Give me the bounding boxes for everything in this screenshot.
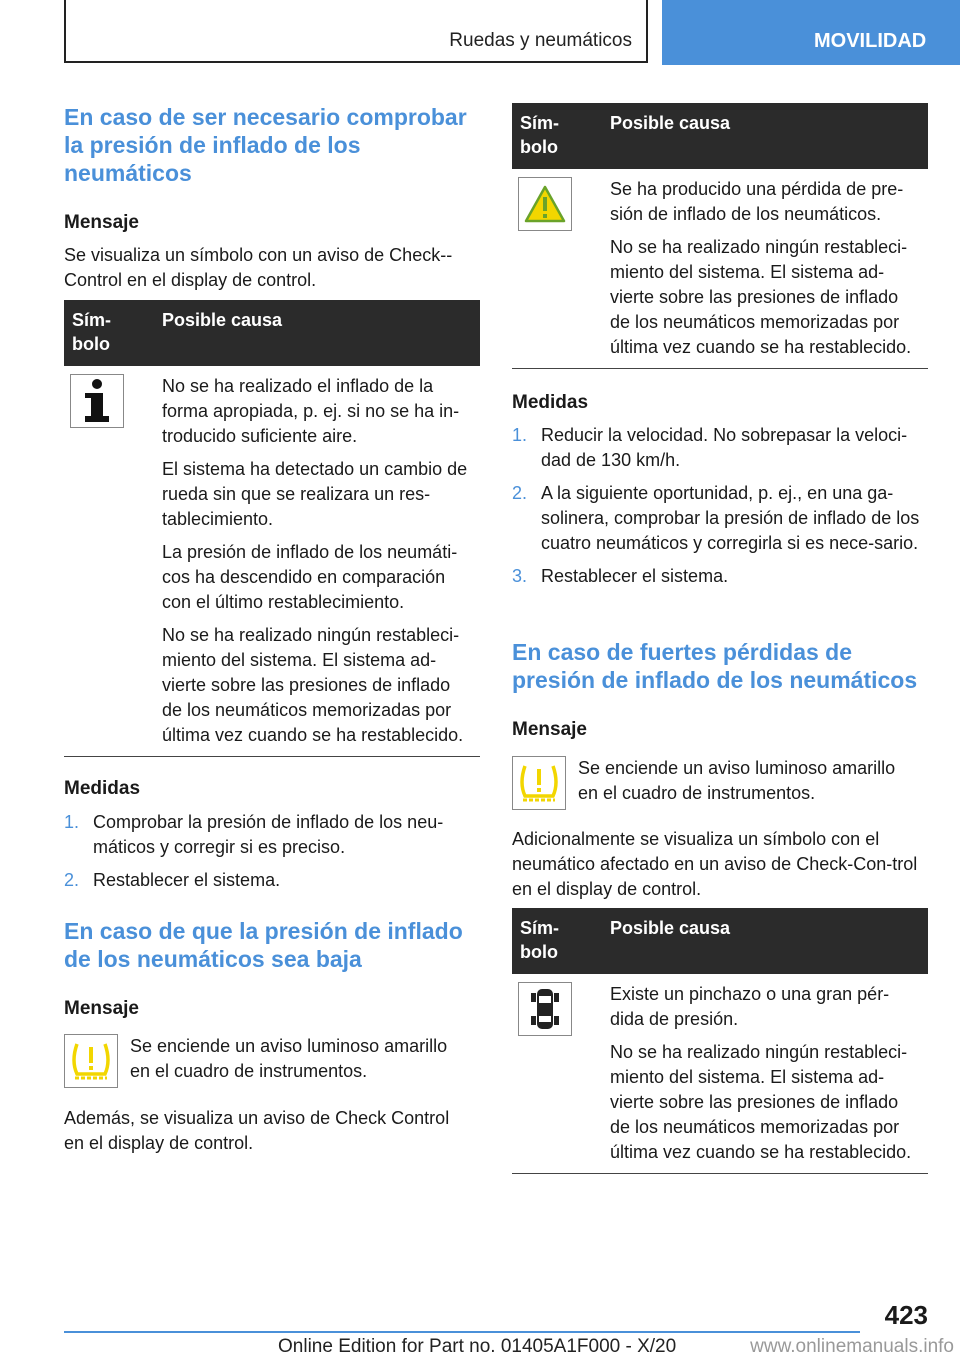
extra-text: Adicionalmente se visualiza un símbolo con el neumático afectado en un aviso de Check-Con-trol en el display de control. (512, 829, 918, 899)
table-row (512, 974, 928, 1174)
extra-text: Además, se visualiza un aviso de Check Control en el display de control. (64, 1108, 450, 1153)
symbol-table (512, 103, 928, 369)
cause-text: El sistema ha detectado un cambio de rueda sin que se realizara un res-tablecimiento. (162, 459, 468, 529)
table-header-symbol: Sím-bolo (512, 103, 602, 169)
header-section-title: Ruedas y neumáticos (449, 30, 632, 51)
cause-text: Existe un pinchazo o una gran pér-dida de presión. (610, 984, 890, 1029)
measures-label: Medidas (512, 392, 589, 413)
header-chapter-tab: MOVILIDAD (662, 0, 960, 65)
header-section-box (64, 0, 648, 63)
table-header-cause: Posible causa (154, 300, 480, 366)
cause-text: No se ha realizado el inflado de la forma apropiada, p. ej. si no se ha in-troducido suficiente aire. (162, 376, 460, 446)
measures-list (512, 423, 926, 597)
edition-note: Online Edition for Part no. 01405A1F000 - X/20 (278, 1336, 677, 1357)
info-icon (70, 374, 124, 428)
cause-text: No se ha realizado ningún restableci-miento del sistema. El sistema ad-vierte sobre las presiones de inflado de los neumáticos memorizadas por última vez cuando se ha restablecido. (162, 625, 464, 745)
list-item: 2. Restablecer el sistema. (64, 870, 281, 890)
tire-pressure-warning-icon (64, 1034, 118, 1088)
table-header-symbol: Sím-bolo (512, 908, 602, 974)
message-label: Mensaje (512, 719, 587, 740)
list-item: 1. Comprobar la presión de inflado de los neu-máticos y corregir si es preciso. (64, 812, 444, 857)
footer-divider (64, 1331, 860, 1333)
symbol-table (512, 908, 928, 1174)
message-text: Se visualiza un símbolo con un aviso de Check--Control en el display de control. (64, 245, 453, 290)
message-text: Se enciende un aviso luminoso amarillo en el cuadro de instrumentos. (130, 1036, 448, 1081)
warning-triangle-icon (518, 177, 572, 231)
measures-list (64, 810, 474, 901)
table-header-cause: Posible causa (602, 103, 928, 169)
table-header-cause: Posible causa (602, 908, 928, 974)
message-row (64, 1034, 480, 1088)
car-flat-tire-icon (518, 982, 572, 1036)
measures-label: Medidas (64, 778, 141, 799)
table-header-symbol: Sím-bolo (64, 300, 154, 366)
cause-text: No se ha realizado ningún restableci-miento del sistema. El sistema ad-vierte sobre las presiones de inflado de los neumáticos memorizadas por última vez cuando se ha restablecido. (610, 237, 912, 357)
section-heading-check-pressure: En caso de ser necesario comprobar la presión de inflado de los neumáticos (64, 104, 467, 186)
list-item: 3. Restablecer el sistema. (512, 566, 729, 586)
message-label: Mensaje (64, 212, 139, 233)
message-text: Se enciende un aviso luminoso amarillo en el cuadro de instrumentos. (578, 758, 896, 803)
section-heading-low-pressure: En caso de que la presión de inflado de los neumáticos sea baja (64, 918, 463, 972)
table-row (64, 366, 480, 757)
watermark: www.onlinemanuals.info (750, 1336, 954, 1357)
list-item: 1. Reducir la velocidad. No sobrepasar la veloci-dad de 130 km/h. (512, 425, 908, 470)
page-number: 423 (884, 1300, 928, 1330)
section-heading-strong-loss: En caso de fuertes pérdidas de presión de inflado de los neumáticos (512, 639, 918, 693)
tire-pressure-warning-icon (512, 756, 566, 810)
cause-text: No se ha realizado ningún restableci-miento del sistema. El sistema ad-vierte sobre las presiones de inflado de los neumáticos memorizadas por última vez cuando se ha restablecido. (610, 1042, 912, 1162)
message-label: Mensaje (64, 998, 139, 1019)
message-row (512, 756, 928, 810)
symbol-table (64, 300, 480, 757)
list-item: 2. A la siguiente oportunidad, p. ej., en una ga-solinera, comprobar la presión de inflado de los cuatro neumáticos y corregirla si es nece-sario. (512, 483, 920, 553)
cause-text: La presión de inflado de los neumáti-cos ha descendido en comparación con el último restablecimiento. (162, 542, 458, 612)
table-row (512, 169, 928, 369)
cause-text: Se ha producido una pérdida de pre-sión de inflado de los neumáticos. (610, 179, 904, 224)
